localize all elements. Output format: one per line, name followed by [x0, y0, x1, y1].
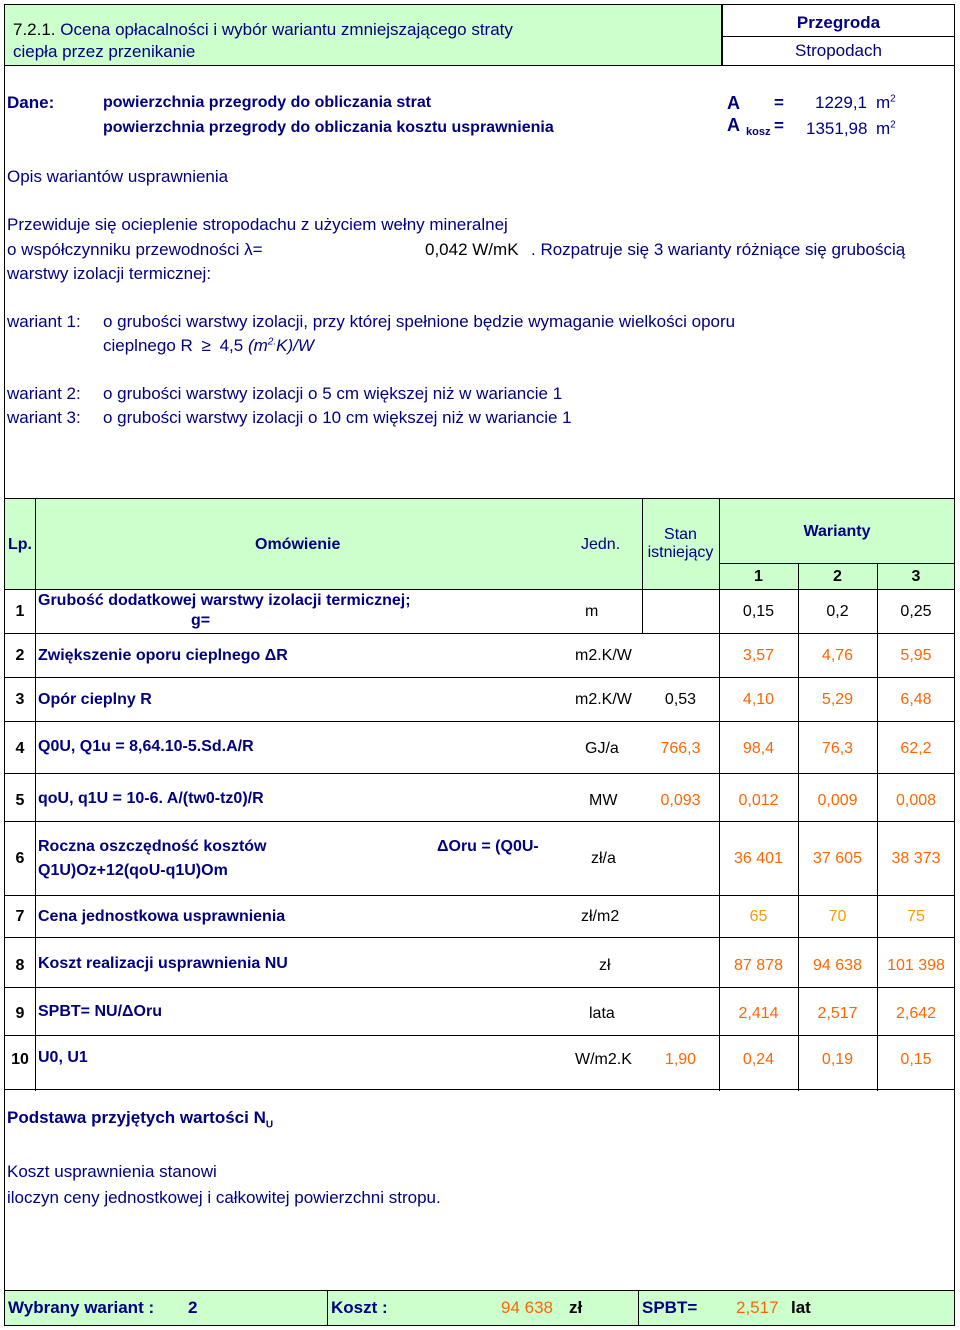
row4-v2: 76,3: [821, 740, 854, 757]
dane-row1-value: 1229,1: [815, 93, 867, 112]
row5-unit: MW: [589, 792, 618, 809]
row4-v3: 62,2: [900, 740, 932, 757]
row5-v2: 0,009: [817, 792, 858, 809]
row5-v1: 0,012: [738, 792, 779, 809]
row2-v2: 4,76: [821, 647, 854, 664]
row8-v2: 94 638: [813, 957, 862, 974]
spbt-value: 2,517: [736, 1298, 779, 1317]
row1-desc2: g=: [191, 612, 211, 629]
row3-v1: 4,10: [742, 691, 775, 708]
row9-unit: lata: [589, 1005, 615, 1022]
wybrany-value: 2: [188, 1298, 198, 1317]
opis-line2c: . Rozpatruje się 3 warianty różniące się grubością: [531, 240, 906, 259]
dane-row1-eq: =: [774, 93, 784, 112]
row3-lp: 3: [15, 691, 25, 708]
row7-v2: 70: [828, 908, 847, 925]
row3-unit: m2.K/W: [575, 691, 632, 708]
wariant3-text: o grubości warstwy izolacji o 10 cm większej niż w wariancie 1: [103, 408, 572, 427]
podstawa-title: Podstawa przyjętych wartości $N_U$: [7, 1108, 274, 1131]
spbt-label: SPBT=: [642, 1298, 698, 1317]
koszt-label: Koszt :: [331, 1298, 388, 1317]
koszt-unit: zł: [569, 1298, 583, 1317]
col-jedn: Jedn.: [581, 536, 621, 553]
opis-title: Opis wariantów usprawnienia: [7, 167, 229, 186]
row7-v3: 75: [907, 908, 925, 925]
row9-v3: 2,642: [895, 1005, 937, 1022]
title-line-1: Ocena opłacalności i wybór wariantu zmniejszającego straty: [60, 20, 513, 39]
row7-unit: zł/m2: [581, 908, 620, 925]
row6-desc-formula: ΔOru = (Q0U-: [437, 838, 539, 855]
row8-unit: zł: [599, 957, 611, 974]
row1-unit: m: [585, 603, 599, 620]
row8-v3: 101 398: [887, 957, 945, 974]
row2-v3: 5,95: [900, 647, 932, 664]
wariant2-label: wariant 2:: [7, 384, 81, 403]
dane-row2-symbol: A: [727, 115, 740, 135]
row9-v2: 2,517: [817, 1005, 858, 1022]
row1-lp: 1: [15, 603, 25, 620]
row4-lp: 4: [15, 740, 25, 757]
row2-desc: Zwiększenie oporu cieplnego ΔR: [38, 647, 288, 664]
row1-v3: 0,25: [900, 603, 932, 620]
przegroda-label: Przegroda: [796, 13, 881, 32]
dane-row2-unit: $m^2$: [876, 119, 896, 138]
row10-lp: 10: [11, 1051, 29, 1068]
variant-1-num: 1: [754, 568, 763, 585]
przegroda-panel: [722, 4, 955, 66]
opis-line1: Przewiduje się ocieplenie stropodachu z użyciem wełny mineralnej: [7, 215, 508, 234]
row6-lp: 6: [15, 850, 25, 867]
row3-desc: Opór cieplny R: [38, 691, 152, 708]
col-stan-2: istniejący: [647, 544, 714, 561]
col-omowienie: Omówienie: [255, 536, 341, 553]
row2-v1: 3,57: [742, 647, 775, 664]
row6-v2: 37 605: [813, 850, 862, 867]
row9-v1: 2,414: [738, 1005, 779, 1022]
row7-v1: 65: [749, 908, 768, 925]
row4-stan: 766,3: [660, 740, 701, 757]
row3-v3: 6,48: [900, 691, 932, 708]
results-table: [4, 498, 955, 1090]
row9-desc: SPBT= NU/ΔOru: [38, 1003, 162, 1020]
variant-3-num: 3: [911, 568, 921, 585]
title-panel: [4, 4, 722, 66]
row2-lp: 2: [15, 647, 25, 664]
row5-stan: 0,093: [660, 792, 701, 809]
row4-unit: GJ/a: [585, 740, 619, 757]
podstawa-line2: iloczyn ceny jednostkowej i całkowitej powierzchni stropu.: [7, 1188, 441, 1207]
wariant1-text: o grubości warstwy izolacji, przy której spełnione będzie wymaganie wielkości oporu: [103, 312, 736, 331]
row3-v2: 5,29: [821, 691, 854, 708]
spbt-unit: lat: [791, 1298, 811, 1317]
row4-desc: Q0U, Q1u = 8,64.10-5.Sd.A/R: [38, 738, 254, 755]
summary-bar: [4, 1290, 955, 1326]
row6-desc: Roczna oszczędność kosztów: [38, 838, 267, 855]
row6-v3: 38 373: [891, 850, 941, 867]
opis-line3: warstwy izolacji termicznej:: [7, 264, 212, 283]
dane-label: Dane:: [7, 93, 55, 112]
dane-row2-value: 1351,98: [806, 119, 868, 138]
variant-2-num: 2: [833, 568, 842, 585]
przegroda-value: Stropodach: [795, 41, 882, 60]
dane-row2-text: powierzchnia przegrody do obliczania kosztu usprawnienia: [103, 119, 554, 136]
row8-lp: 8: [15, 957, 25, 974]
opis-lambda-value: 0,042 W/mK: [425, 240, 519, 259]
row5-lp: 5: [15, 792, 25, 809]
wybrany-label: Wybrany wariant :: [8, 1298, 155, 1317]
dane-row1-unit: $m^2$: [876, 93, 896, 112]
section-number: 7.2.1.: [13, 20, 56, 39]
row1-v1: 0,15: [742, 603, 775, 620]
row5-v3: 0,008: [895, 792, 937, 809]
koszt-value: 94 638: [501, 1298, 553, 1317]
col-lp: Lp.: [8, 536, 32, 553]
row6-unit: zł/a: [591, 850, 616, 867]
row2-unit: m2.K/W: [575, 647, 632, 664]
wariant1-label: wariant 1:: [7, 312, 81, 331]
col-stan-1: Stan: [664, 526, 697, 543]
row6-desc2: Q1U)Oz+12(qoU-q1U)Om: [38, 862, 228, 879]
row10-unit: W/m2.K: [575, 1051, 632, 1068]
title-line-2: ciepła przez przenikanie: [13, 42, 196, 61]
row9-lp: 9: [15, 1005, 25, 1022]
row10-stan: 1,90: [664, 1051, 697, 1068]
row5-desc: qoU, q1U = 10-6. A/(tw0-tz0)/R: [38, 790, 264, 807]
row10-v3: 0,15: [900, 1051, 932, 1068]
wariant2-text: o grubości warstwy izolacji o 5 cm większej niż w wariancie 1: [103, 384, 563, 403]
row1-desc: Grubość dodatkowej warstwy izolacji termicznej;: [38, 592, 411, 609]
dane-row1-symbol: A: [727, 93, 740, 113]
wariant3-label: wariant 3:: [7, 408, 81, 427]
row10-desc: U0, U1: [38, 1049, 88, 1066]
row3-stan: 0,53: [664, 691, 697, 708]
wariant1-text-2: cieplnego R ≥ 4,5 $(m^{2.}K)/W$: [103, 336, 314, 355]
row10-v1: 0,24: [742, 1051, 775, 1068]
col-warianty: Warianty: [803, 523, 871, 540]
dane-row2-sub: kosz: [746, 126, 771, 138]
row6-v1: 36 401: [734, 850, 783, 867]
dane-row1-text: powierzchnia przegrody do obliczania strat: [103, 94, 432, 111]
dane-row2-eq: =: [774, 116, 784, 135]
row10-v2: 0,19: [821, 1051, 854, 1068]
row8-v1: 87 878: [734, 957, 783, 974]
row7-desc: Cena jednostkowa usprawnienia: [38, 908, 286, 925]
page-title: [13, 19, 513, 63]
row1-v2: 0,2: [826, 603, 849, 620]
podstawa-line1: Koszt usprawnienia stanowi: [7, 1162, 217, 1181]
row7-lp: 7: [15, 908, 25, 925]
opis-line2a: o współczynniku przewodności λ=: [7, 240, 263, 259]
row4-v1: 98,4: [742, 740, 775, 757]
row8-desc: Koszt realizacji usprawnienia NU: [38, 955, 288, 972]
